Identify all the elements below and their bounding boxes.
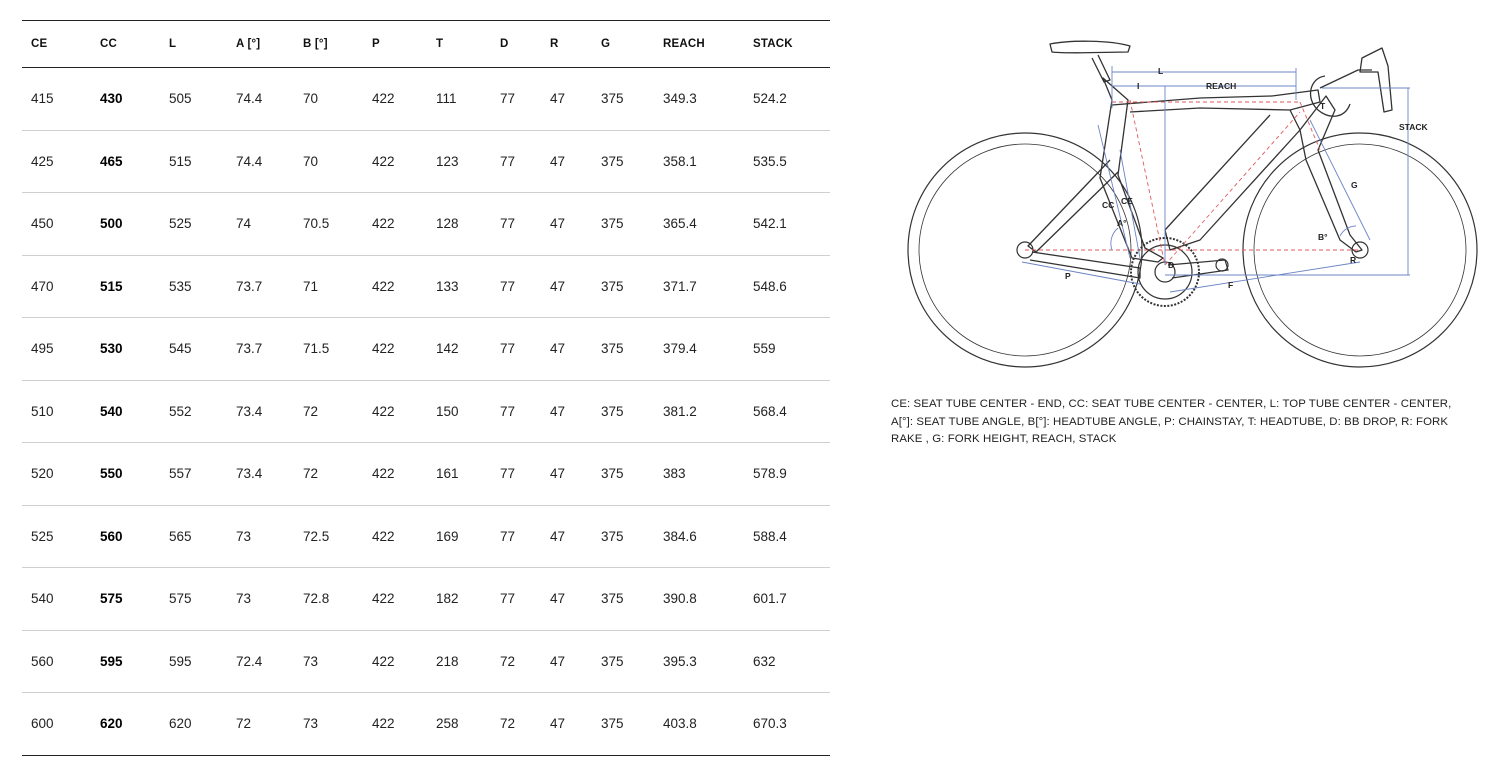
- cell-a: 72.4: [236, 653, 263, 669]
- cell-t: 111: [436, 91, 457, 107]
- cell-g: 375: [601, 653, 624, 669]
- header-stack: STACK: [753, 38, 793, 50]
- cell-t: 128: [436, 216, 459, 232]
- cell-p: 422: [372, 716, 395, 732]
- cell-b: 72: [303, 466, 319, 482]
- cell-g: 375: [601, 91, 624, 107]
- label-l: L: [1158, 66, 1164, 76]
- cell-reach: 390.8: [663, 591, 697, 607]
- table-body: [22, 68, 830, 756]
- cell-a: 73: [236, 528, 252, 544]
- cell-l: 535: [169, 278, 192, 294]
- cell-d: 77: [500, 278, 516, 294]
- geometry-legend: CE: SEAT TUBE CENTER - END, CC: SEAT TUBE CENTER - CENTER, L: TOP TUBE CENTER - CENTER, A[°]: SEAT TUBE ANGLE, B[°]: HEADTUBE ANGLE, P: CHAINSTAY, T: HEADTUBE, D: BB DROP, R: FORK RAKE , G: FORK HEIGHT, REACH, STACK: [891, 398, 1452, 445]
- cell-stack: 568.4: [753, 403, 787, 419]
- cell-d: 72: [500, 716, 516, 732]
- cell-cc: 560: [100, 528, 123, 544]
- cell-stack: 578.9: [753, 466, 787, 482]
- cell-stack: 542.1: [753, 216, 787, 232]
- cell-d: 77: [500, 341, 516, 357]
- cell-d: 72: [500, 653, 516, 669]
- label-reach: REACH: [1206, 81, 1237, 91]
- table-row: [22, 568, 830, 631]
- cell-b: 72.8: [303, 591, 330, 607]
- cell-g: 375: [601, 403, 624, 419]
- label-cc: CC: [1102, 200, 1115, 210]
- header-reach: REACH: [663, 38, 705, 50]
- cell-d: 77: [500, 91, 516, 107]
- cell-stack: 601.7: [753, 591, 787, 607]
- cell-reach: 358.1: [663, 153, 697, 169]
- cell-reach: 371.7: [663, 278, 697, 294]
- cell-a: 73: [236, 591, 252, 607]
- cell-g: 375: [601, 216, 624, 232]
- cell-reach: 349.3: [663, 91, 697, 107]
- table-row: [22, 318, 830, 381]
- header-r: R: [550, 38, 559, 50]
- cell-l: 620: [169, 716, 192, 732]
- table-row: [22, 693, 830, 756]
- cell-p: 422: [372, 153, 395, 169]
- cell-b: 73: [303, 716, 319, 732]
- cell-d: 77: [500, 403, 516, 419]
- cell-b: 71: [303, 278, 319, 294]
- cell-t: 161: [436, 466, 459, 482]
- cell-ce: 525: [31, 528, 54, 544]
- cell-b: 70: [303, 91, 319, 107]
- cell-reach: 379.4: [663, 341, 697, 357]
- table-row: [22, 380, 830, 443]
- cell-a: 74.4: [236, 91, 263, 107]
- cell-g: 375: [601, 341, 624, 357]
- header-p: P: [372, 38, 380, 50]
- cell-cc: 540: [100, 403, 123, 419]
- cell-a: 73.7: [236, 341, 263, 357]
- cell-t: 169: [436, 528, 459, 544]
- cell-a: 73.4: [236, 403, 263, 419]
- table-row: [22, 193, 830, 256]
- cell-r: 47: [550, 278, 566, 294]
- cell-l: 557: [169, 466, 192, 482]
- cell-ce: 600: [31, 716, 54, 732]
- table-row: [22, 68, 830, 131]
- label-a: A°: [1117, 218, 1127, 228]
- cell-ce: 540: [31, 591, 54, 607]
- table-row: [22, 130, 830, 193]
- cell-t: 133: [436, 278, 459, 294]
- cell-g: 375: [601, 528, 624, 544]
- cell-cc: 515: [100, 278, 123, 294]
- header-g: G: [601, 38, 611, 50]
- cell-g: 375: [601, 591, 624, 607]
- cell-r: 47: [550, 341, 566, 357]
- table-row: [22, 630, 830, 693]
- cell-b: 72: [303, 403, 319, 419]
- cell-b: 71.5: [303, 341, 330, 357]
- cell-stack: 588.4: [753, 528, 787, 544]
- cell-d: 77: [500, 466, 516, 482]
- table-row: [22, 255, 830, 318]
- cell-ce: 510: [31, 403, 54, 419]
- cell-p: 422: [372, 591, 395, 607]
- cell-b: 73: [303, 653, 319, 669]
- cell-t: 123: [436, 153, 459, 169]
- cell-t: 218: [436, 653, 459, 669]
- header-b: B [°]: [303, 38, 328, 50]
- header-ce: CE: [31, 38, 48, 50]
- cell-a: 74: [236, 216, 252, 232]
- cell-cc: 530: [100, 341, 123, 357]
- cell-b: 70.5: [303, 216, 330, 232]
- cell-p: 422: [372, 278, 395, 294]
- header-a: A [°]: [236, 38, 261, 50]
- cell-cc: 575: [100, 591, 123, 607]
- cell-g: 375: [601, 466, 624, 482]
- label-i: I: [1137, 81, 1140, 91]
- table-row: [22, 443, 830, 506]
- cell-l: 545: [169, 341, 192, 357]
- table-row: [22, 505, 830, 568]
- header-row: [22, 21, 830, 68]
- label-t: T: [1320, 101, 1326, 111]
- cell-p: 422: [372, 216, 395, 232]
- geometry-guides: [1025, 100, 1360, 265]
- cell-p: 422: [372, 466, 395, 482]
- cell-cc: 550: [100, 466, 123, 482]
- label-stack: STACK: [1399, 122, 1428, 132]
- cell-d: 77: [500, 591, 516, 607]
- cell-cc: 595: [100, 653, 123, 669]
- cell-b: 72.5: [303, 528, 330, 544]
- label-d: D: [1168, 260, 1175, 270]
- header-d: D: [500, 38, 509, 50]
- label-ce: CE: [1121, 196, 1133, 206]
- cell-p: 422: [372, 403, 395, 419]
- header-t: T: [436, 38, 444, 50]
- cell-stack: 559: [753, 341, 776, 357]
- cell-l: 515: [169, 153, 192, 169]
- cell-p: 422: [372, 341, 395, 357]
- cell-stack: 548.6: [753, 278, 787, 294]
- cell-ce: 495: [31, 341, 54, 357]
- cell-r: 47: [550, 466, 566, 482]
- cell-stack: 632: [753, 653, 776, 669]
- label-b: B°: [1318, 232, 1328, 242]
- bike-frame: [1028, 41, 1392, 278]
- cell-t: 182: [436, 591, 459, 607]
- label-r: R: [1350, 255, 1357, 265]
- cell-cc: 430: [100, 91, 123, 107]
- bike-geometry-diagram: [900, 30, 1490, 375]
- cell-a: 73.7: [236, 278, 263, 294]
- cell-g: 375: [601, 278, 624, 294]
- header-cc: CC: [100, 38, 118, 50]
- cell-stack: 670.3: [753, 716, 787, 732]
- label-f: F: [1228, 280, 1234, 290]
- cell-r: 47: [550, 153, 566, 169]
- cell-ce: 425: [31, 153, 54, 169]
- cell-r: 47: [550, 91, 566, 107]
- cell-l: 505: [169, 91, 192, 107]
- cell-r: 47: [550, 653, 566, 669]
- header-l: L: [169, 38, 177, 50]
- cell-r: 47: [550, 528, 566, 544]
- cell-l: 595: [169, 653, 192, 669]
- label-g: G: [1351, 180, 1358, 190]
- cell-cc: 500: [100, 216, 123, 232]
- cell-reach: 365.4: [663, 216, 697, 232]
- cell-ce: 415: [31, 91, 54, 107]
- label-p: P: [1065, 271, 1071, 281]
- cell-a: 72: [236, 716, 252, 732]
- cell-reach: 403.8: [663, 716, 697, 732]
- cell-t: 150: [436, 403, 459, 419]
- geometry-table: [22, 20, 830, 756]
- cell-l: 565: [169, 528, 192, 544]
- cell-stack: 535.5: [753, 153, 787, 169]
- cell-b: 70: [303, 153, 319, 169]
- cell-r: 47: [550, 216, 566, 232]
- cell-d: 77: [500, 216, 516, 232]
- cell-ce: 470: [31, 278, 54, 294]
- cell-p: 422: [372, 91, 395, 107]
- cell-a: 73.4: [236, 466, 263, 482]
- cell-ce: 520: [31, 466, 54, 482]
- cell-stack: 524.2: [753, 91, 787, 107]
- cell-d: 77: [500, 153, 516, 169]
- cell-t: 142: [436, 341, 459, 357]
- cell-reach: 381.2: [663, 403, 697, 419]
- cell-ce: 560: [31, 653, 54, 669]
- cell-d: 77: [500, 528, 516, 544]
- cell-reach: 395.3: [663, 653, 697, 669]
- cell-p: 422: [372, 653, 395, 669]
- cell-cc: 465: [100, 153, 123, 169]
- cell-l: 575: [169, 591, 192, 607]
- cell-r: 47: [550, 591, 566, 607]
- cell-a: 74.4: [236, 153, 263, 169]
- cell-ce: 450: [31, 216, 54, 232]
- cell-r: 47: [550, 716, 566, 732]
- cell-reach: 384.6: [663, 528, 697, 544]
- cell-l: 552: [169, 403, 192, 419]
- cell-l: 525: [169, 216, 192, 232]
- cell-reach: 383: [663, 466, 686, 482]
- cell-g: 375: [601, 716, 624, 732]
- cell-g: 375: [601, 153, 624, 169]
- cell-cc: 620: [100, 716, 123, 732]
- cell-p: 422: [372, 528, 395, 544]
- cell-r: 47: [550, 403, 566, 419]
- table-header: [22, 21, 830, 68]
- cell-t: 258: [436, 716, 459, 732]
